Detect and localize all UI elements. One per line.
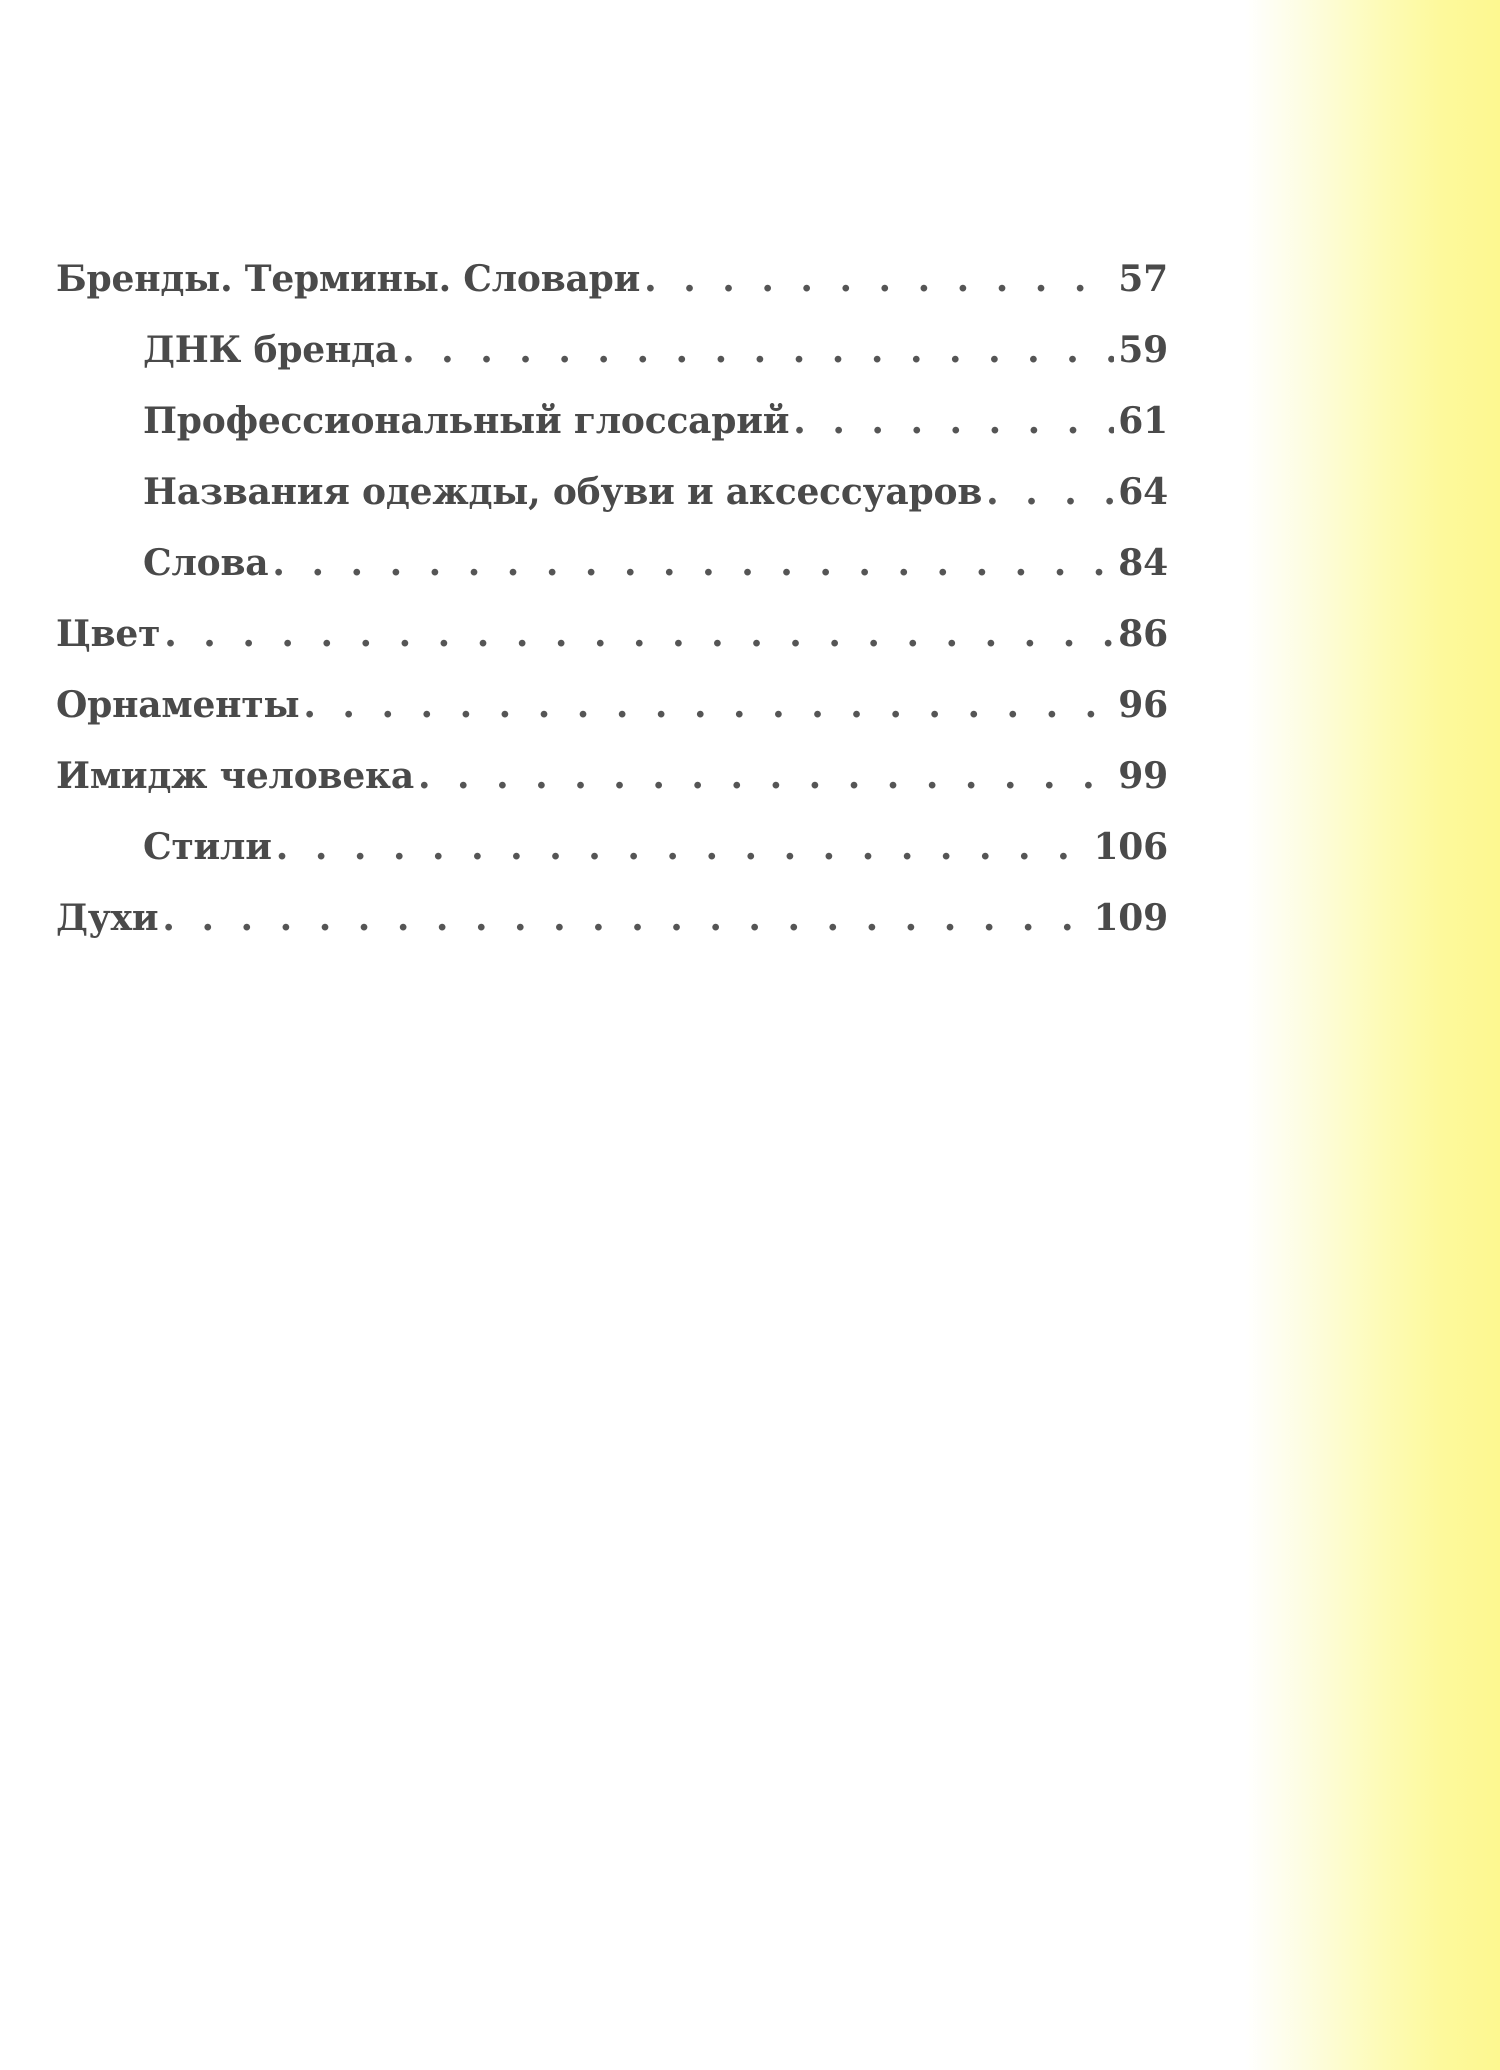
dot-leader bbox=[272, 542, 1114, 584]
toc-entry-page: 61 bbox=[1118, 400, 1168, 442]
toc-entry-page: 106 bbox=[1093, 826, 1168, 868]
toc-entry[interactable] bbox=[56, 329, 1168, 400]
toc-entry[interactable] bbox=[56, 542, 1168, 613]
toc-entry-page: 64 bbox=[1118, 471, 1168, 513]
toc-entry[interactable] bbox=[56, 471, 1168, 542]
toc-entry[interactable] bbox=[56, 400, 1168, 471]
toc-entry-page: 59 bbox=[1118, 329, 1168, 371]
toc-entry[interactable] bbox=[56, 897, 1168, 968]
dot-leader bbox=[793, 400, 1114, 442]
dot-leader bbox=[303, 684, 1114, 726]
toc-entry-title: Бренды. Термины. Словари bbox=[56, 258, 641, 300]
toc-entry-title: Профессиональный глоссарий bbox=[143, 400, 790, 442]
toc-entry-title: Слова bbox=[143, 542, 269, 584]
toc-entry[interactable] bbox=[56, 826, 1168, 897]
toc-entry-title: Цвет bbox=[56, 613, 161, 655]
toc-entry-page: 99 bbox=[1118, 755, 1168, 797]
toc-entry-page: 84 bbox=[1118, 542, 1168, 584]
toc-entry-page: 57 bbox=[1118, 258, 1168, 300]
toc-entry-title: Духи bbox=[56, 897, 159, 939]
toc-entry-page: 86 bbox=[1118, 613, 1168, 655]
table-of-contents bbox=[56, 258, 1168, 968]
dot-leader bbox=[644, 258, 1114, 300]
toc-entry-page: 96 bbox=[1118, 684, 1168, 726]
toc-entry[interactable] bbox=[56, 613, 1168, 684]
dot-leader bbox=[162, 897, 1089, 939]
toc-entry[interactable] bbox=[56, 755, 1168, 826]
dot-leader bbox=[402, 329, 1114, 371]
dot-leader bbox=[164, 613, 1114, 655]
toc-entry-title: Орнаменты bbox=[56, 684, 300, 726]
toc-entry[interactable] bbox=[56, 258, 1168, 329]
toc-entry-title: ДНК бренда bbox=[143, 329, 399, 371]
toc-entry-title: Стили bbox=[143, 826, 272, 868]
dot-leader bbox=[276, 826, 1090, 868]
dot-leader bbox=[418, 755, 1114, 797]
dot-leader bbox=[986, 471, 1114, 513]
toc-entry-title: Названия одежды, обуви и аксессуаров bbox=[143, 471, 983, 513]
toc-entry-title: Имидж человека bbox=[56, 755, 414, 797]
toc-entry[interactable] bbox=[56, 684, 1168, 755]
toc-entry-page: 109 bbox=[1093, 897, 1168, 939]
